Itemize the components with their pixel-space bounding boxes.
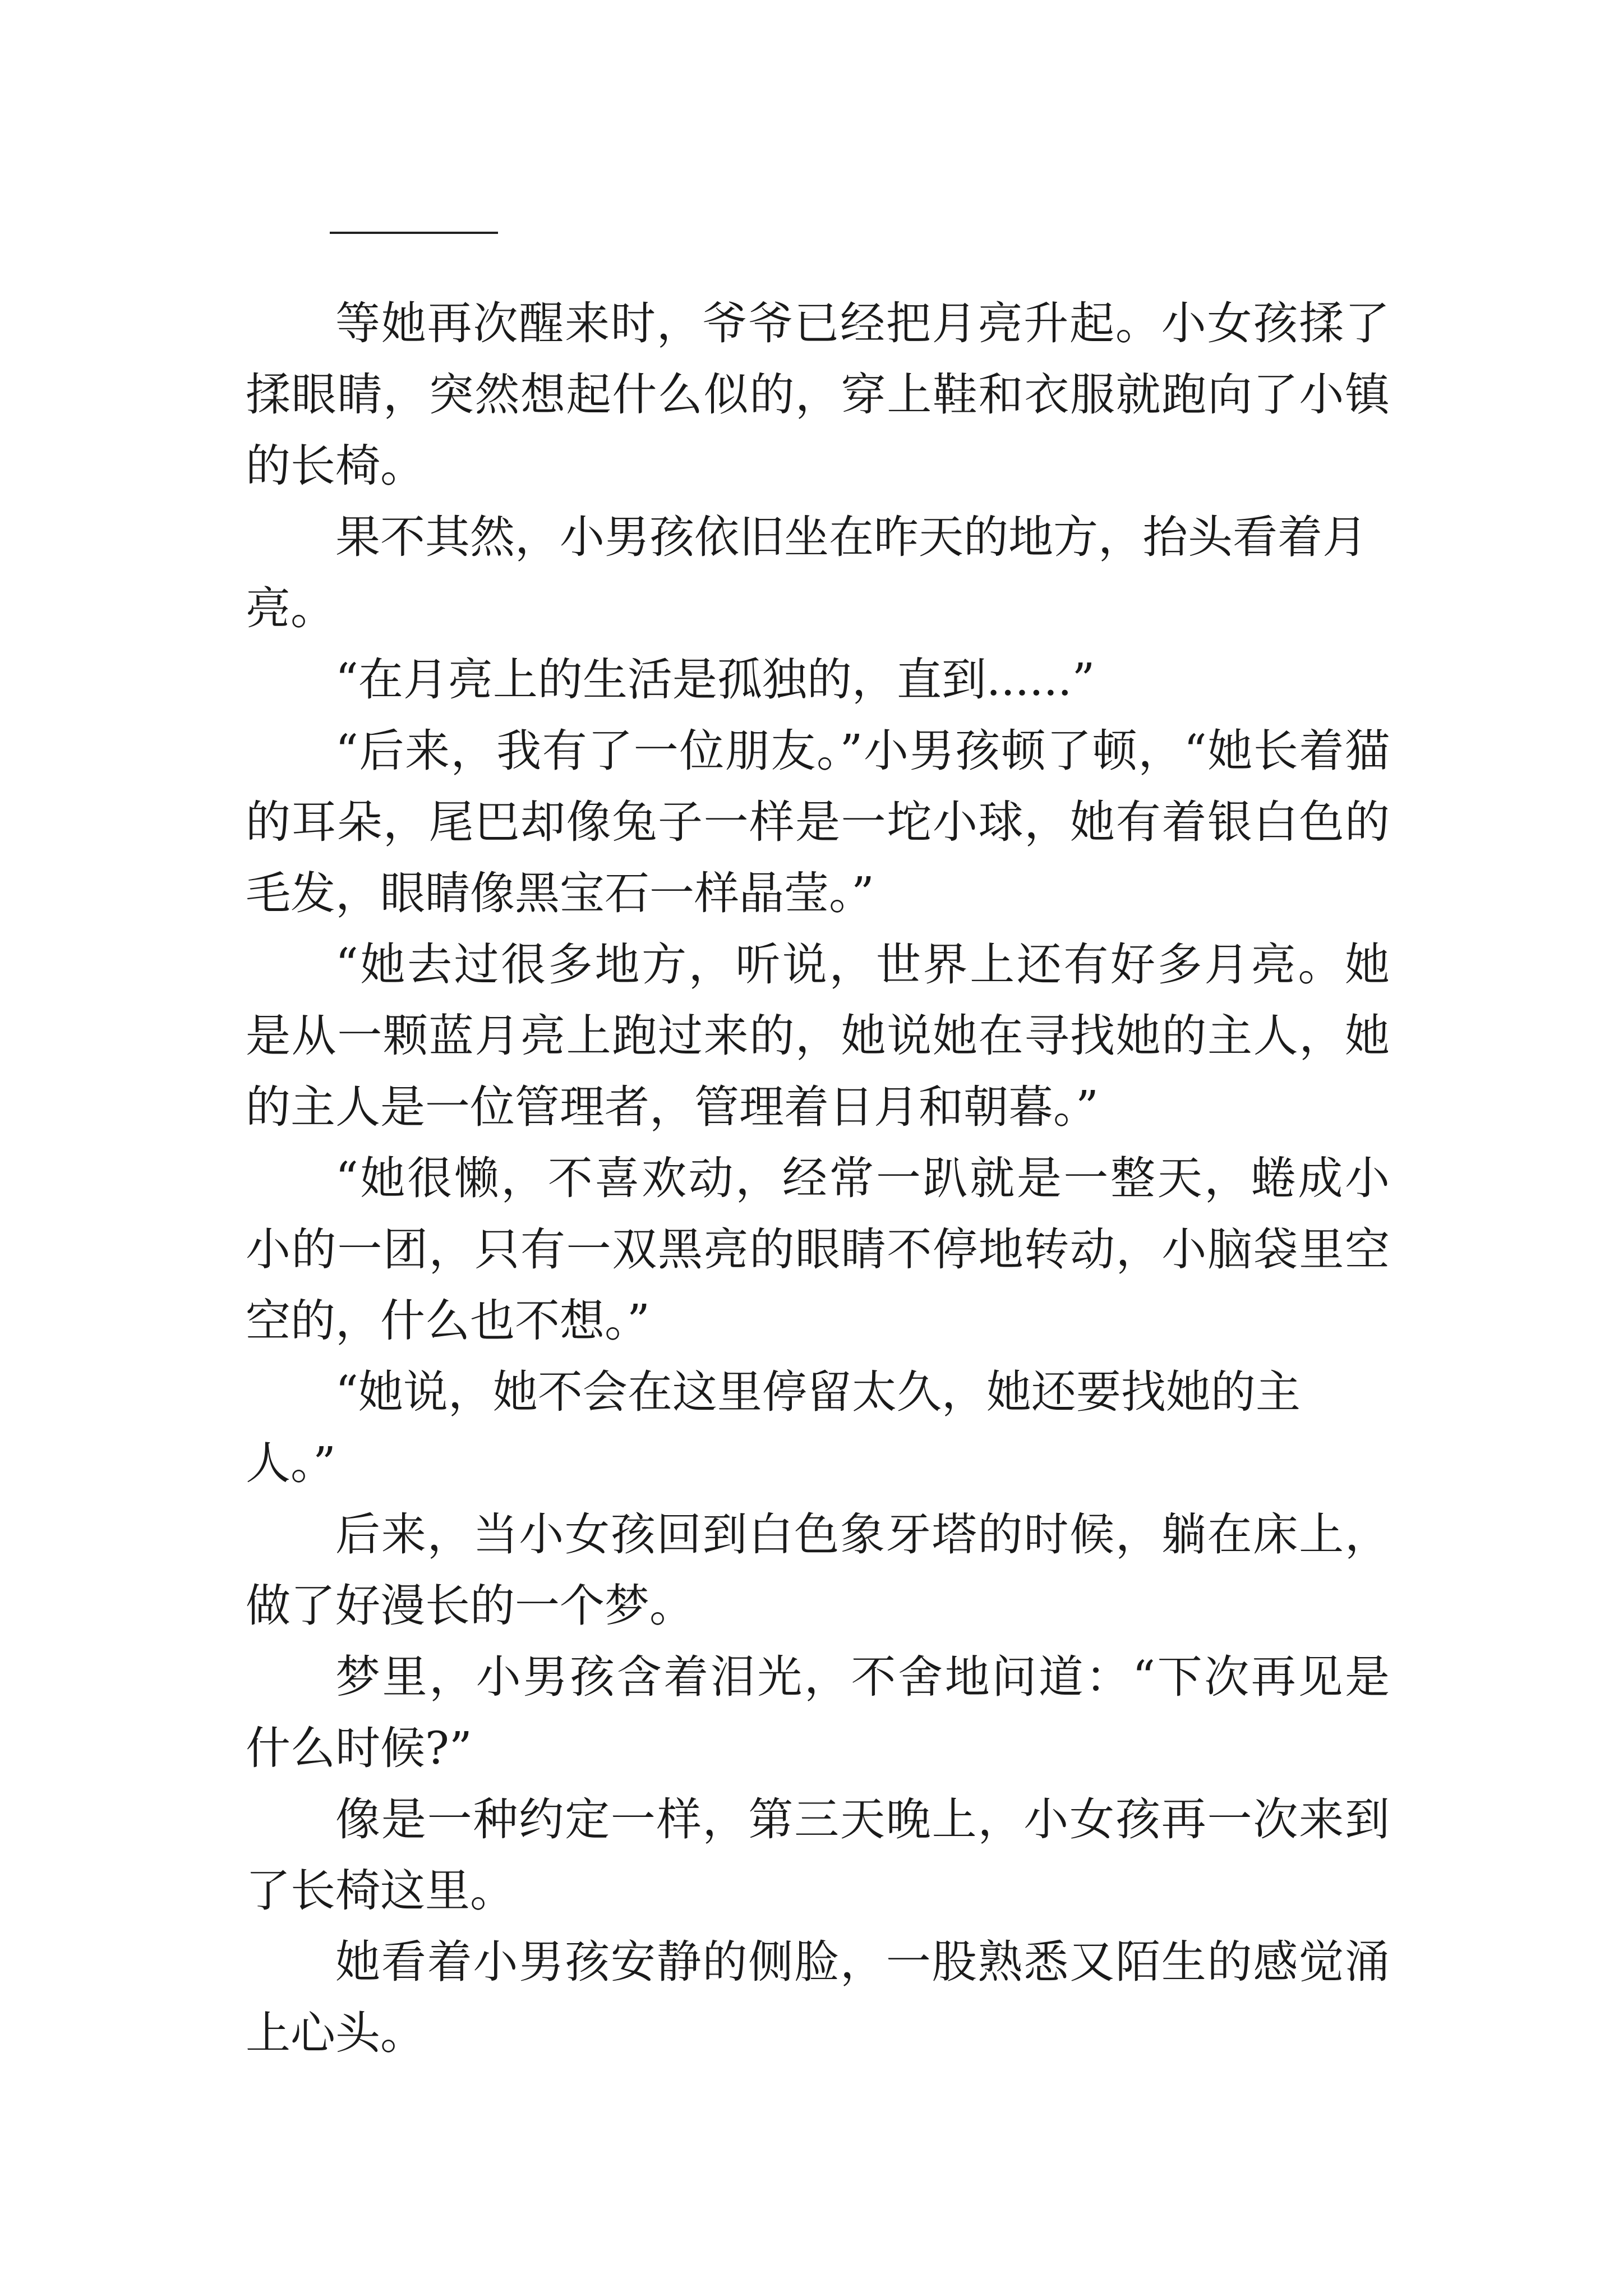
paragraph-7: “她说，她不会在这里停留太久，她还要找她的主人。”	[246, 1366, 1301, 1489]
paragraph-4: “后来，我有了一位朋友。”小男孩顿了顿，“她长着猫的耳朵，尾巴却像兔子一样是一坨小球，她有着银白色的毛发，眼睛像黑宝石一样晶莹。”	[246, 725, 1390, 919]
paragraph-1: 等她再次醒来时，爷爷已经把月亮升起。小女孩揉了揉眼睛，突然想起什么似的，穿上鞋和衣服就跑向了小镇的长椅。	[246, 297, 1390, 492]
separator-row	[246, 232, 1390, 288]
paragraph-3: “在月亮上的生活是孤独的，直到......”	[335, 654, 1095, 706]
paragraph-10: 像是一种约定一样，第三天晚上，小女孩再一次来到了长椅这里。	[246, 1793, 1390, 1917]
paragraph-2: 果不其然，小男孩依旧坐在昨天的地方，抬头看着月亮。	[246, 511, 1367, 634]
paragraph-11: 她看着小男孩安静的侧脸，一股熟悉又陌生的感觉涌上心头。	[246, 1936, 1390, 2059]
document-body	[246, 199, 1390, 2069]
paragraph-5: “她去过很多地方，听说，世界上还有好多月亮。她是从一颗蓝月亮上跑过来的，她说她在寻找她的主人，她的主人是一位管理者，管理着日月和朝暮。”	[246, 938, 1390, 1133]
section-separator	[330, 232, 498, 234]
paragraph-9: 梦里，小男孩含着泪光，不舍地问道：“下次再见是什么时候?”	[246, 1651, 1390, 1774]
paragraph-6: “她很懒，不喜欢动，经常一趴就是一整天，蜷成小小的一团，只有一双黑亮的眼睛不停地转动，小脑袋里空空的，什么也不想。”	[246, 1152, 1390, 1347]
paragraph-8: 后来，当小女孩回到白色象牙塔的时候，躺在床上，做了好漫长的一个梦。	[246, 1508, 1390, 1632]
